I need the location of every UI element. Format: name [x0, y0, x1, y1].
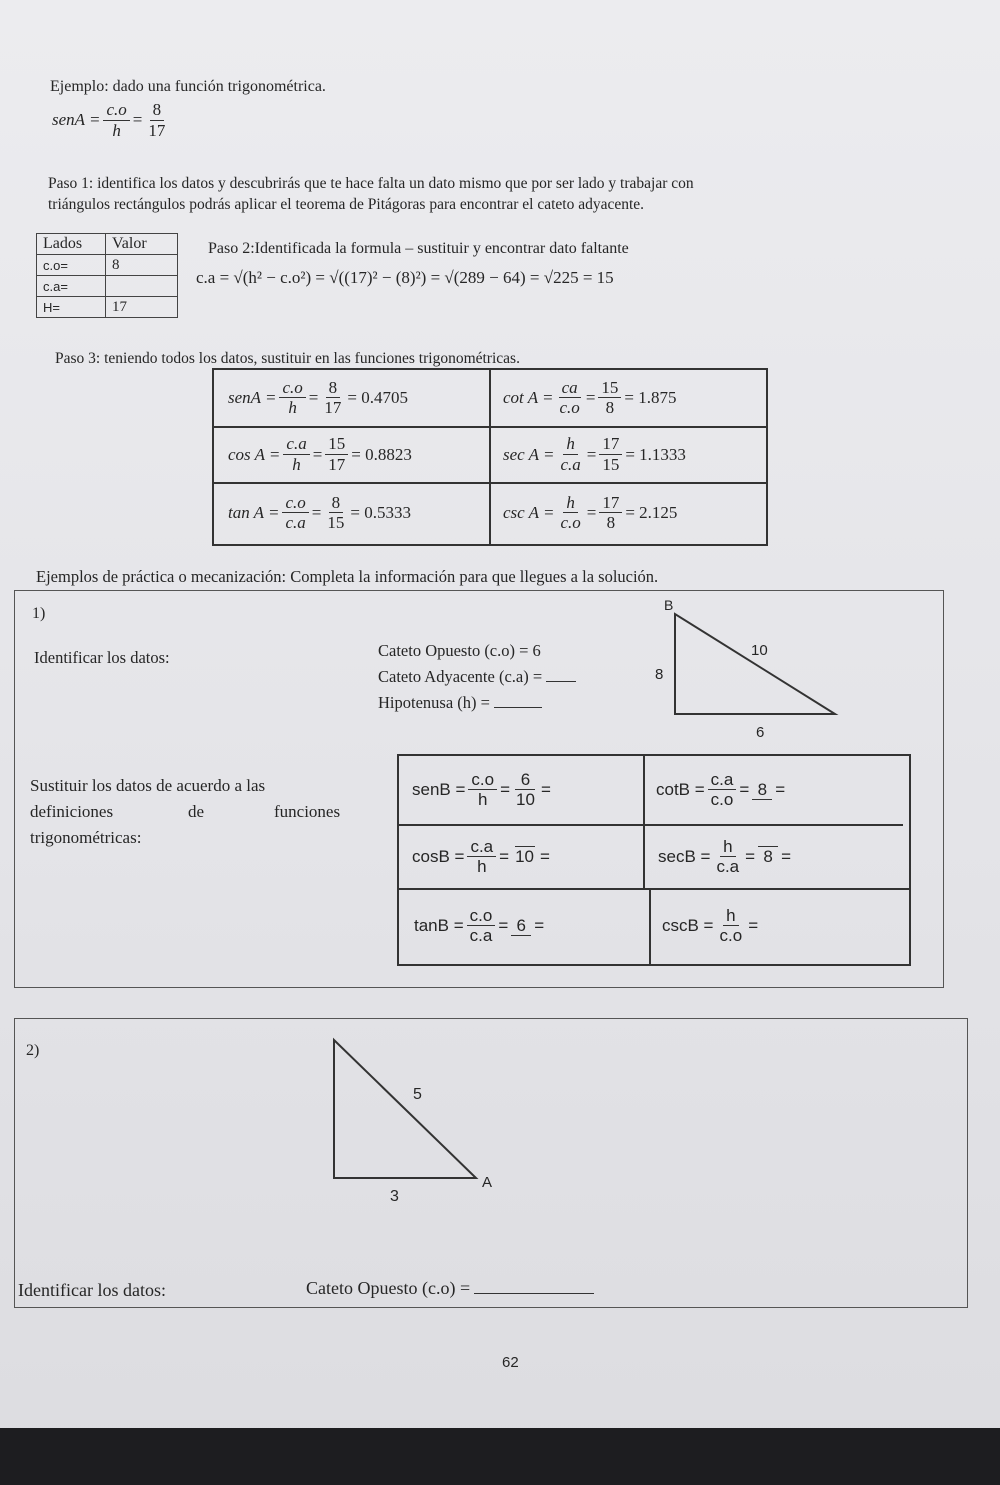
ex2-co-line — [306, 1278, 594, 1299]
cell-den[interactable]: 8 — [763, 847, 773, 867]
cell-num: h — [723, 906, 738, 927]
substitute-label-2a: definiciones — [30, 802, 114, 821]
cell-den: 15 — [327, 513, 345, 533]
cell-den: 17 — [328, 454, 346, 474]
cell-num: c.a — [283, 434, 309, 455]
practice-title: Ejemplos de práctica o mecanización: Completa la información para que llegues a la solución. — [36, 567, 659, 586]
intro-text: Ejemplo: dado una función trigonométrica. — [50, 78, 326, 95]
cell-tail: = — [775, 780, 786, 799]
cell-lhs: cscB = — [662, 916, 714, 935]
cell-den[interactable]: 10 — [516, 790, 535, 810]
triangle-1-hyp-label: 10 — [751, 642, 768, 659]
row-valor: 8 — [106, 255, 178, 276]
cell-num: c.a — [467, 837, 496, 858]
h-line — [378, 693, 542, 713]
divider — [489, 368, 491, 544]
ca-line — [378, 667, 576, 687]
ex1-cell-sec: secB = $\frac{h}{c.a}$ = 8 = — [658, 836, 792, 877]
divider — [643, 754, 645, 888]
cell-den: c.a — [560, 454, 581, 474]
row-lado: H= — [37, 297, 106, 318]
cell-num: h — [563, 434, 578, 455]
cell-num: c.o — [467, 906, 496, 927]
cell-den: 8 — [605, 398, 615, 418]
ca-label: Cateto Adyacente (c.a) = — [378, 667, 543, 686]
cell-lhs: tanB = — [414, 916, 464, 935]
cell-num: c.o — [279, 378, 305, 399]
formula-val-num: 8 — [150, 100, 165, 121]
paso2-formula: c.a = √(h² − c.o²) = √((17)² − (8)²) = √(289 − 64) = √225 = 15 — [196, 268, 614, 287]
header-lados: Lados — [37, 234, 106, 255]
triangle-1-shape — [675, 614, 835, 714]
cell-lhs: senA = — [228, 388, 277, 407]
cell-den: c.a — [469, 926, 493, 946]
ex1-cell-cos: cosB = $\frac{c.a}{h}$ = 10 = — [412, 836, 550, 877]
cell-den: 17 — [324, 398, 342, 418]
cell-num: 17 — [599, 493, 622, 514]
cell-num: 15 — [598, 378, 621, 399]
paso1-line2: triángulos rectángulos podrás aplicar el teorema de Pitágoras para encontrar el cateto adyacente. — [48, 196, 645, 213]
co-line: Cateto Opuesto (c.o) = 6 — [378, 641, 541, 660]
cell-num: 8 — [326, 378, 341, 399]
substitute-label-1: Sustituir los datos de acuerdo a las — [30, 776, 266, 795]
row-valor — [106, 276, 178, 297]
triangle-2-shape — [334, 1040, 476, 1178]
cell-result: = 2.125 — [625, 503, 678, 522]
cell-num: c.o — [468, 770, 497, 791]
cell-lhs: sec A = — [503, 444, 555, 464]
substitute-label-2b: de — [188, 802, 205, 821]
datos-table — [36, 233, 178, 318]
row-lado: c.a= — [37, 276, 106, 297]
paso3-cell-sen: senA = $\frac{c.o}{h}$ = $\frac{8}{17}$ = 0.4705 — [228, 377, 408, 418]
cell-tail: = — [540, 780, 551, 799]
paso3-title: Paso 3: teniendo todos los datos, sustituir en las funciones trigonométricas. — [55, 350, 520, 367]
cell-lhs: cosB = — [412, 847, 465, 866]
cell-lhs: senB = — [412, 780, 466, 799]
cell-den: h — [478, 790, 488, 810]
exercise-1-number: 1) — [32, 605, 46, 622]
formula-den: h — [112, 120, 121, 140]
cell-result: = 0.8823 — [351, 444, 412, 464]
table-row — [37, 297, 178, 318]
ca-answer-blank[interactable] — [546, 681, 576, 682]
triangle-2-vertex-a: A — [482, 1174, 493, 1191]
table-row — [37, 255, 178, 276]
paso2-title: Paso 2:Identificada la formula – sustituir y encontrar dato faltante — [208, 240, 629, 257]
header-valor: Valor — [106, 234, 178, 255]
cell-result: = 1.875 — [624, 388, 677, 407]
row-lado: c.o= — [37, 255, 106, 276]
ex1-cell-sen: senB = $\frac{c.o}{h}$ = $\frac{6}{10}$ = — [412, 769, 551, 810]
paso3-cell-tan: tan A = $\frac{c.o}{c.a}$ = $\frac{8}{15}$ = 0.5333 — [228, 492, 411, 533]
cell-num: 15 — [325, 434, 348, 455]
cell-lhs: tan A = — [228, 503, 280, 522]
cell-num: h — [720, 837, 735, 858]
cell-num: c.a — [708, 770, 737, 791]
cell-tail: = — [534, 916, 545, 935]
substitute-label-2c: funciones — [274, 802, 341, 821]
cell-den: 15 — [602, 454, 620, 474]
paso3-cell-csc: csc A = $\frac{h}{c.o}$ = $\frac{17}{8}$ = 2.125 — [503, 492, 678, 533]
h-label: Hipotenusa (h) = — [378, 693, 490, 712]
cell-den: c.a — [285, 513, 306, 533]
photo-background-edge — [0, 1428, 1000, 1485]
divider — [649, 888, 651, 964]
cell-result: = 0.5333 — [350, 503, 411, 522]
formula-val-den: 17 — [148, 120, 166, 140]
ex2-identify-label: Identificar los datos: — [18, 1280, 166, 1300]
cell-den: 8 — [606, 513, 616, 533]
triangle-2-diagram — [320, 1030, 500, 1190]
exercise-2-number: 2) — [26, 1042, 40, 1059]
cell-num: 8 — [329, 493, 344, 514]
paso1-line1: Paso 1: identifica los datos y descubrirás que te hace falta un dato mismo que por ser lado y trabajar con — [48, 175, 694, 192]
cell-den: c.o — [710, 790, 734, 810]
formula-num: c.o — [103, 100, 129, 121]
cell-num: c.o — [282, 493, 308, 514]
cell-num[interactable]: 6 — [511, 916, 531, 937]
triangle-1-diagram — [640, 596, 850, 746]
cell-num: h — [563, 493, 578, 514]
cell-lhs: csc A = — [503, 503, 555, 522]
cell-num[interactable]: 8 — [752, 780, 772, 801]
ex1-cell-cot: cotB = $\frac{c.a}{c.o}$ = 8 = — [656, 769, 786, 810]
cell-result: = 0.4705 — [347, 388, 408, 407]
cell-result: = 1.1333 — [625, 444, 686, 464]
cell-lhs: cotB = — [656, 780, 705, 799]
ex1-cell-tan: tanB = $\frac{c.o}{c.a}$ = 6 = — [414, 905, 545, 946]
cell-num[interactable]: 6 — [515, 770, 535, 791]
cell-den: c.o — [560, 513, 581, 533]
cell-num: ca — [559, 378, 581, 399]
cell-den: h — [288, 398, 297, 418]
paso3-cell-cot: cot A = $\frac{ca}{c.o}$ = $\frac{15}{8}$ = 1.875 — [503, 377, 677, 418]
identify-label: Identificar los datos: — [34, 648, 170, 667]
cell-tail: = — [540, 847, 550, 866]
cell-den: c.o — [559, 398, 580, 418]
paso3-cell-cos: cos A = $\frac{c.a}{h}$ = $\frac{15}{17}$ = 0.8823 — [228, 434, 412, 474]
table-row — [37, 276, 178, 297]
formula-lhs: senA = — [52, 110, 101, 130]
cell-den: c.a — [716, 857, 740, 877]
triangle-1-vertex-b: B — [664, 597, 674, 613]
cell-lhs: secB = — [658, 847, 711, 866]
triangle-2-base-label: 3 — [390, 1188, 399, 1205]
ex2-co-label: Cateto Opuesto (c.o) = — [306, 1278, 471, 1298]
cell-lhs: cot A = — [503, 388, 554, 407]
ex1-cell-csc — [662, 890, 758, 962]
triangle-1-base-label: 6 — [756, 724, 765, 741]
intro-formula: senA = $\frac{c.o}{h}$ = $\frac{8}{17}$ — [52, 100, 171, 141]
paso3-cell-sec: sec A = $\frac{h}{c.a}$ = $\frac{17}{15}$ = 1.1333 — [503, 434, 686, 474]
table-header-row — [37, 234, 178, 255]
cell-den: h — [292, 454, 301, 474]
triangle-2-hyp-label: 5 — [413, 1086, 422, 1103]
cell-tail: = — [781, 847, 792, 866]
row-valor: 17 — [106, 297, 178, 318]
ex2-co-answer-blank[interactable] — [474, 1293, 594, 1294]
cell-lhs: cos A = — [228, 444, 281, 464]
triangle-1-vertical-label: 8 — [655, 666, 664, 683]
cell-den[interactable]: 10 — [515, 847, 534, 867]
cell-den: c.o — [719, 926, 743, 946]
cell-den: h — [477, 857, 487, 877]
h-answer-blank[interactable] — [494, 707, 542, 708]
cell-num: 17 — [599, 434, 622, 455]
page-number: 62 — [502, 1354, 519, 1371]
substitute-label-3: trigonométricas: — [30, 828, 142, 847]
cell-tail: = — [748, 916, 759, 935]
